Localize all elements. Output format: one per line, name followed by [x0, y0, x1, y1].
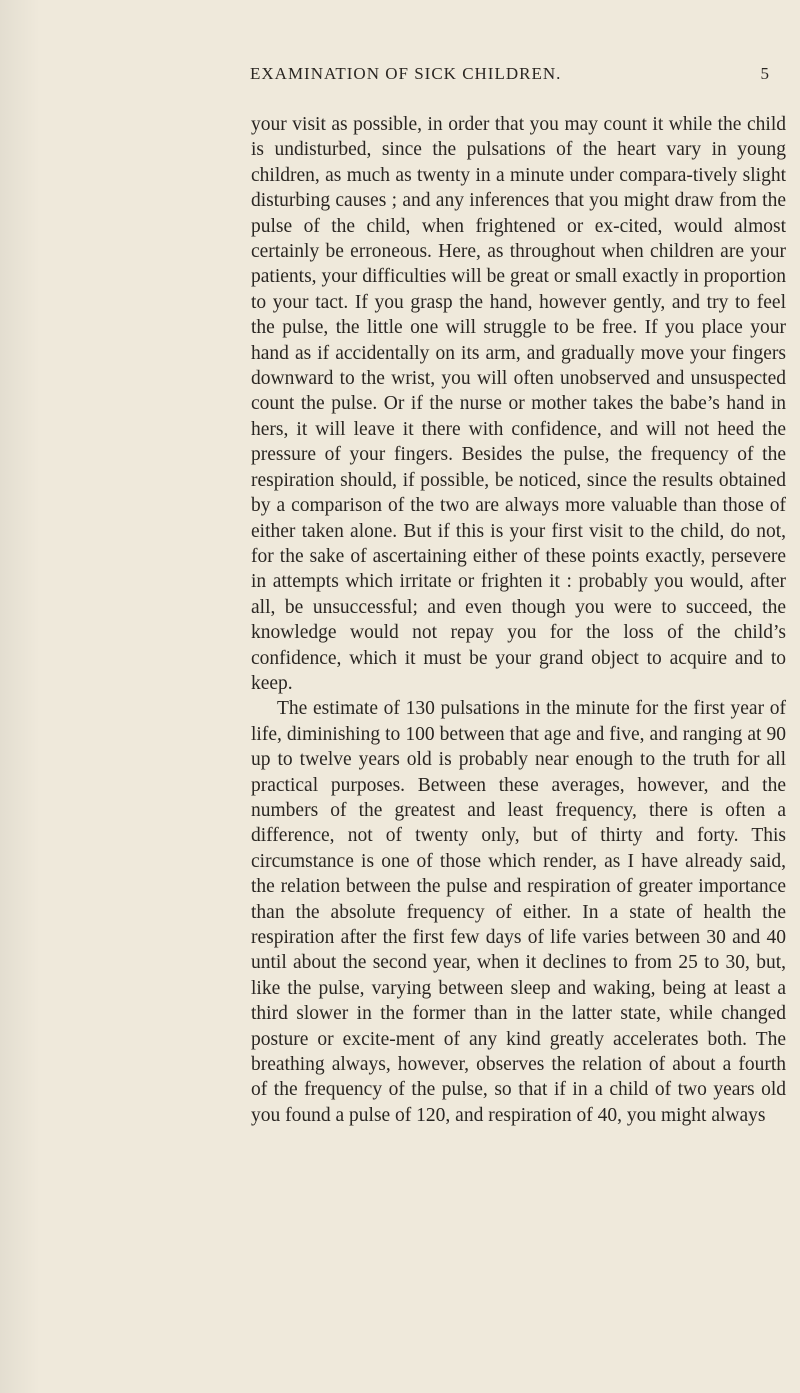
running-head-title: EXAMINATION OF SICK CHILDREN. [250, 64, 562, 83]
paragraph-pulse-estimate: The estimate of 130 pulsations in the minute for the first year of life, diminishing to 100 between that age and five, and ranging at 90 up to twelve years old is probably near enough to the truth for all practical purposes. Between these averages, however, and the numbers of the greatest and least frequency, there is often a difference, not of twenty only, but of thirty and forty. This circumstance is one of those which render, as I have already said, the relation between the pulse and respiration of greater importance than the absolute frequency of either. In a state of health the respiration after the first few days of life varies between 30 and 40 until about the second year, when it declines to from 25 to 30, but, like the pulse, varying between sleep and waking, being at least a third slower in the former than in the latter state, while changed posture or excite-ment of any kind greatly accelerates both. The breathing always, however, observes the relation of about a fourth of the frequency of the pulse, so that if in a child of two years old you found a pulse of 120, and respiration of 40, you might always [251, 698, 786, 1126]
page-number: 5 [760, 64, 770, 83]
body-text [251, 112, 786, 1128]
paragraph-continued: your visit as possible, in order that you may count it while the child is undisturbed, since the pulsations of the heart vary in young children, as much as twenty in a minute under compara-tively slight disturbing causes ; and any inferences that you might draw from the pulse of the child, when frightened or ex-cited, would almost certainly be erroneous. Here, as throughout when children are your patients, your difficulties will be great or small exactly in proportion to your tact. If you grasp the hand, however gently, and try to feel the pulse, the little one will struggle to be free. If you place your hand as if accidentally on its arm, and gradually move your fingers downward to the wrist, you will often unobserved and unsuspected count the pulse. Or if the nurse or mother takes the babe’s hand in hers, it will leave it there with confidence, and will not heed the pressure of your fingers. Besides the pulse, the frequency of the respiration should, if possible, be noticed, since the results obtained by a comparison of the two are always more valuable than those of either taken alone. But if this is your first visit to the child, do not, for the sake of ascertaining either of these points exactly, persevere in attempts which irritate or frighten it : probably you would, after all, be unsuccessful; and even though you were to succeed, the knowledge would not repay you for the loss of the child’s confidence, which it must be your grand object to acquire and to keep. [251, 114, 786, 694]
running-head [250, 64, 770, 90]
